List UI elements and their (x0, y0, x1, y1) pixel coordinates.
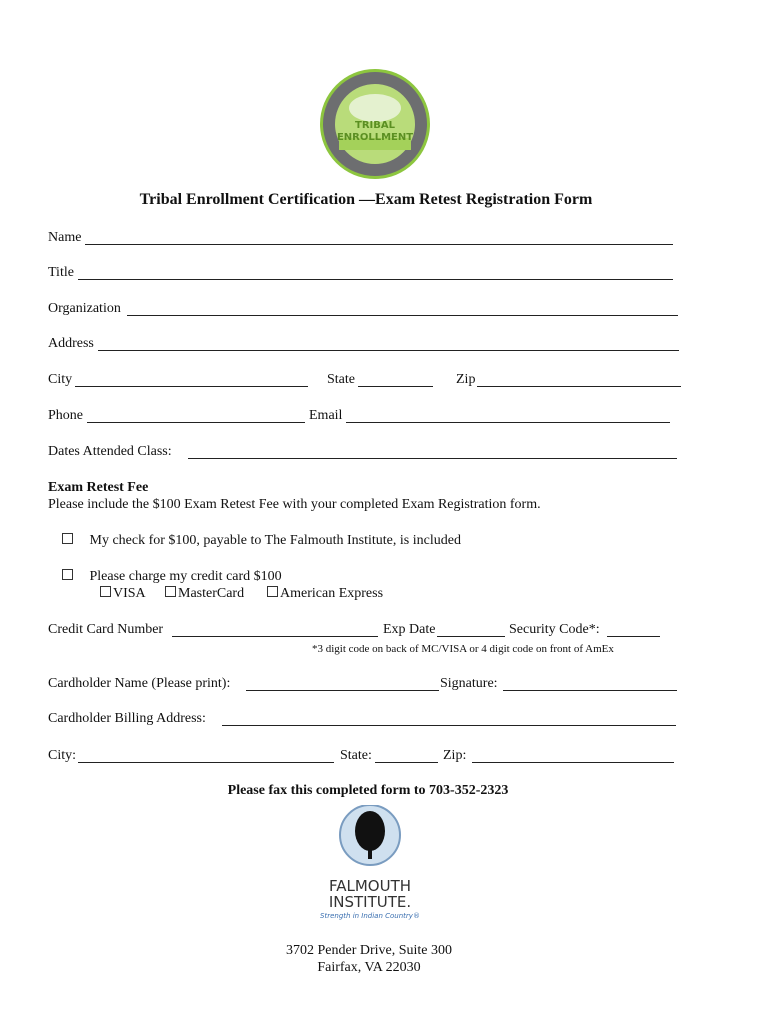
falmouth-institute-logo (310, 805, 430, 925)
address-line-2: Fairfax, VA 22030 (317, 960, 421, 975)
state-label: State (327, 372, 355, 387)
check-option[interactable] (62, 532, 461, 550)
svg-text:Strength in Indian Country®: Strength in Indian Country® (320, 912, 420, 920)
fee-instruction: Please include the $100 Exam Retest Fee with your completed Exam Registration form. (48, 497, 541, 512)
address-field[interactable] (98, 350, 679, 351)
card-type-amex[interactable] (267, 585, 383, 603)
check-checkbox[interactable] (62, 533, 73, 544)
svg-text:TRIBAL: TRIBAL (355, 120, 395, 131)
billing-state-field[interactable] (375, 762, 438, 763)
security-code-field[interactable] (607, 636, 660, 637)
address-label: Address (48, 336, 94, 351)
phone-label: Phone (48, 408, 83, 423)
visa-checkbox[interactable] (100, 586, 111, 597)
security-code-footnote: *3 digit code on back of MC/VISA or 4 digit code on front of AmEx (312, 643, 614, 655)
credit-checkbox[interactable] (62, 569, 73, 580)
state-field[interactable] (358, 386, 433, 387)
dates-attended-label: Dates Attended Class: (48, 444, 172, 459)
dates-attended-field[interactable] (188, 458, 677, 459)
card-number-field[interactable] (172, 636, 378, 637)
svg-text:ENROLLMENT: ENROLLMENT (336, 132, 414, 143)
name-field[interactable] (85, 244, 673, 245)
card-type-visa[interactable] (100, 585, 146, 603)
billing-address-field[interactable] (222, 725, 676, 726)
cardholder-name-label: Cardholder Name (Please print): (48, 676, 231, 691)
visa-label: VISA (113, 586, 146, 601)
fax-instruction: Please fax this completed form to 703-352-2323 (227, 783, 509, 798)
billing-city-label: City: (48, 748, 77, 763)
billing-zip-label: Zip: (443, 748, 467, 763)
billing-address-label: Cardholder Billing Address: (48, 711, 206, 726)
svg-text:INSTITUTE.: INSTITUTE. (328, 893, 412, 911)
card-number-label: Credit Card Number (48, 622, 164, 637)
zip-field[interactable] (477, 386, 681, 387)
check-option-label: My check for $100, payable to The Falmouth Institute, is included (89, 533, 461, 548)
zip-label: Zip (456, 372, 476, 387)
billing-state-label: State: (340, 748, 372, 763)
exp-date-field[interactable] (437, 636, 505, 637)
organization-field[interactable] (127, 315, 678, 316)
billing-zip-field[interactable] (472, 762, 674, 763)
billing-city-field[interactable] (78, 762, 334, 763)
fee-heading: Exam Retest Fee (48, 480, 149, 495)
cardholder-name-field[interactable] (246, 690, 439, 691)
security-code-label: Security Code*: (509, 622, 600, 637)
exp-date-label: Exp Date (383, 622, 436, 637)
city-field[interactable] (75, 386, 308, 387)
email-field[interactable] (346, 422, 670, 423)
phone-field[interactable] (87, 422, 305, 423)
credit-option-label: Please charge my credit card $100 (89, 569, 282, 584)
title-label: Title (48, 265, 74, 280)
city-label: City (48, 372, 73, 387)
signature-field[interactable] (503, 690, 677, 691)
mastercard-checkbox[interactable] (165, 586, 176, 597)
name-label: Name (48, 230, 82, 245)
tribal-enrollment-logo (319, 68, 431, 180)
credit-option[interactable] (62, 568, 282, 586)
mastercard-label: MasterCard (178, 586, 245, 601)
address-line-1: 3702 Pender Drive, Suite 300 (285, 943, 453, 958)
email-label: Email (309, 408, 343, 423)
card-type-mastercard[interactable] (165, 585, 244, 603)
form-title: Tribal Enrollment Certification —Exam Retest Registration Form (139, 191, 593, 208)
signature-label: Signature: (440, 676, 498, 691)
amex-label: American Express (280, 586, 384, 601)
amex-checkbox[interactable] (267, 586, 278, 597)
organization-label: Organization (48, 301, 121, 316)
svg-text:FALMOUTH: FALMOUTH (328, 877, 412, 895)
title-field[interactable] (78, 279, 673, 280)
